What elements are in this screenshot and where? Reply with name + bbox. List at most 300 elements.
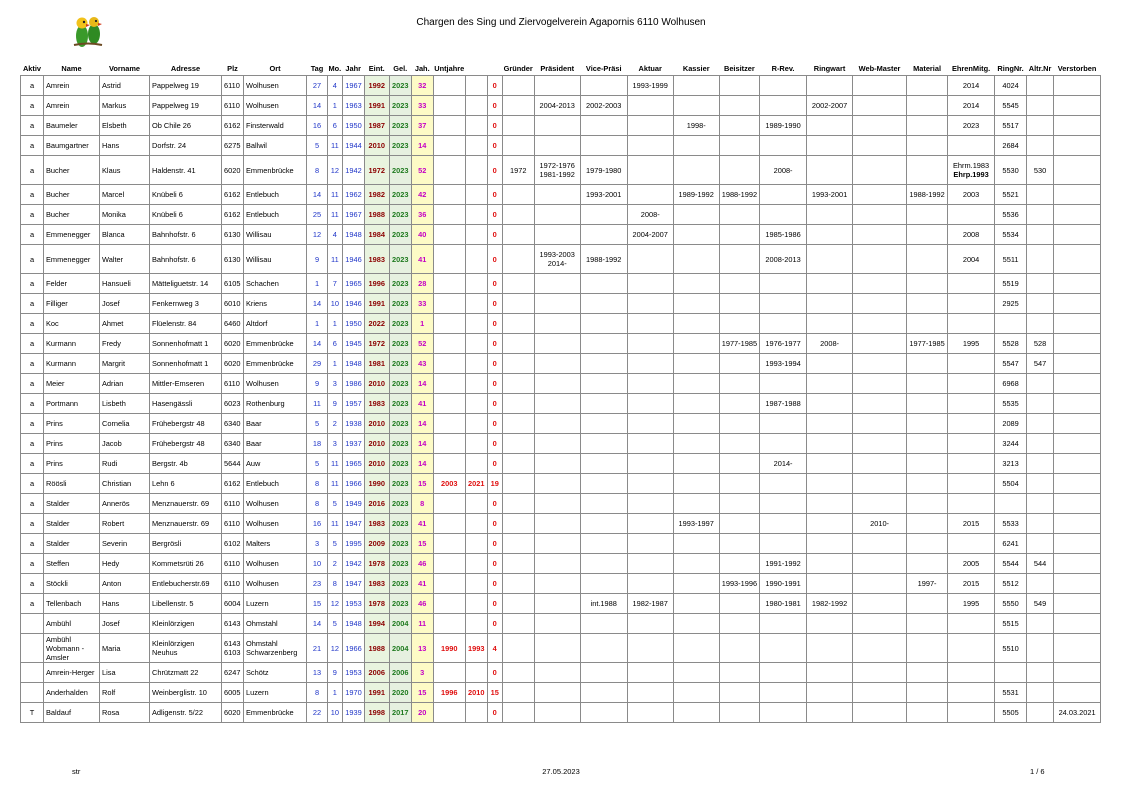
cell-ringwart	[807, 136, 853, 156]
cell-plz: 6023	[222, 394, 244, 414]
cell-eintritt: 1978	[364, 594, 389, 614]
cell-beisitzer	[719, 494, 759, 514]
cell-untjahre-von	[433, 294, 465, 314]
cell-ringnr: 5510	[995, 634, 1027, 663]
footer-author: str	[72, 767, 81, 776]
cell-aktiv: a	[21, 245, 44, 274]
cell-material	[907, 294, 948, 314]
cell-ringnr: 5545	[995, 96, 1027, 116]
cell-vice-praesi	[580, 294, 627, 314]
cell-web-master	[853, 703, 907, 723]
cell-ringnr: 5504	[995, 474, 1027, 494]
cell-jahre: 32	[411, 76, 433, 96]
cell-jahre: 41	[411, 514, 433, 534]
cell-jahr: 1965	[342, 454, 364, 474]
cell-line: 2014-	[547, 259, 567, 268]
table-row	[21, 434, 1101, 454]
cell-r-rev	[760, 96, 807, 116]
cell-kassier	[673, 634, 719, 663]
cell-gruender	[502, 245, 534, 274]
cell-jahre: 14	[411, 136, 433, 156]
cell-ehrenmitg: 2015	[948, 514, 995, 534]
cell-tag: 16	[307, 514, 328, 534]
cell-name: Emmenegger	[44, 245, 100, 274]
cell-jahr: 1948	[342, 614, 364, 634]
cell-monat: 4	[328, 76, 343, 96]
cell-plz: 6110	[222, 554, 244, 574]
cell-ringwart	[807, 434, 853, 454]
cell-adresse: Bahnhofstr. 6	[150, 245, 222, 274]
cell-untjahre-bis	[465, 185, 487, 205]
cell-monat: 12	[328, 156, 343, 185]
cell-ehrenmitg: 2003	[948, 185, 995, 205]
cell-untjahre-von	[433, 663, 465, 683]
cell-r-rev	[760, 205, 807, 225]
cell-praesident	[534, 494, 580, 514]
cell-aktuar	[627, 514, 673, 534]
cell-vice-praesi	[580, 314, 627, 334]
cell-beisitzer	[719, 374, 759, 394]
cell-web-master	[853, 494, 907, 514]
cell-vice-praesi: int.1988	[580, 594, 627, 614]
cell-gruender	[502, 514, 534, 534]
cell-aktiv: a	[21, 334, 44, 354]
cell-eintritt: 1988	[364, 634, 389, 663]
cell-jahre: 41	[411, 394, 433, 414]
cell-aktuar	[627, 474, 673, 494]
cell-plz: 6004	[222, 594, 244, 614]
cell-eintritt: 1983	[364, 394, 389, 414]
cell-eintritt: 1972	[364, 334, 389, 354]
cell-tag: 14	[307, 334, 328, 354]
cell-plz: 6105	[222, 274, 244, 294]
cell-plz: 6275	[222, 136, 244, 156]
cell-vice-praesi	[580, 374, 627, 394]
cell-untjahre-von	[433, 594, 465, 614]
cell-ringwart	[807, 574, 853, 594]
cell-beisitzer	[719, 683, 759, 703]
cell-web-master	[853, 663, 907, 683]
cell-tag: 9	[307, 245, 328, 274]
cell-plz: 6340	[222, 414, 244, 434]
cell-eintritt: 2010	[364, 136, 389, 156]
cell-jahre: 43	[411, 354, 433, 374]
cell-plz: 6162	[222, 474, 244, 494]
cell-ringnr	[995, 663, 1027, 683]
cell-aktuar: 1982-1987	[627, 594, 673, 614]
cell-vorname: Hansueli	[100, 274, 150, 294]
cell-material	[907, 454, 948, 474]
cell-line: Wobmann -	[46, 643, 85, 653]
cell-untjahre-bis	[465, 334, 487, 354]
cell-untjahre-anzahl: 0	[487, 334, 502, 354]
cell-beisitzer	[719, 354, 759, 374]
cell-praesident	[534, 314, 580, 334]
cell-tag: 9	[307, 374, 328, 394]
cell-ehrenmitg	[948, 474, 995, 494]
cell-r-rev	[760, 185, 807, 205]
cell-ringwart: 2002-2007	[807, 96, 853, 116]
cell-ringwart	[807, 76, 853, 96]
cell-r-rev	[760, 434, 807, 454]
cell-material	[907, 136, 948, 156]
cell-monat: 1	[328, 354, 343, 374]
header-untjahre-anzahl	[487, 61, 502, 76]
cell-aktiv	[21, 663, 44, 683]
cell-verstorben	[1054, 394, 1101, 414]
cell-ehrenmitg: 2015	[948, 574, 995, 594]
cell-altrnr	[1027, 245, 1054, 274]
cell-jahr: 1948	[342, 354, 364, 374]
cell-ort: Wolhusen	[244, 374, 307, 394]
cell-untjahre-anzahl: 0	[487, 703, 502, 723]
cell-praesident	[534, 663, 580, 683]
cell-material	[907, 76, 948, 96]
cell-r-rev	[760, 414, 807, 434]
cell-web-master	[853, 374, 907, 394]
table-row	[21, 414, 1101, 434]
cell-monat: 11	[328, 454, 343, 474]
cell-vorname: Rosa	[100, 703, 150, 723]
cell-aktuar: 2004-2007	[627, 225, 673, 245]
cell-eintritt: 1978	[364, 554, 389, 574]
cell-altrnr	[1027, 703, 1054, 723]
cell-altrnr: 544	[1027, 554, 1054, 574]
cell-untjahre-von: 1996	[433, 683, 465, 703]
cell-ringwart: 2008-	[807, 334, 853, 354]
cell-vice-praesi	[580, 474, 627, 494]
header-aktiv: Aktiv	[22, 63, 42, 73]
cell-material	[907, 474, 948, 494]
cell-aktuar	[627, 294, 673, 314]
cell-praesident	[534, 136, 580, 156]
cell-vorname: Walter	[100, 245, 150, 274]
header-jahre: Jah.	[414, 63, 430, 73]
cell-gruender	[502, 334, 534, 354]
cell-untjahre-anzahl: 0	[487, 76, 502, 96]
cell-untjahre-bis	[465, 374, 487, 394]
cell-untjahre-bis	[465, 614, 487, 634]
cell-plz: 6020	[222, 354, 244, 374]
cell-praesident	[534, 76, 580, 96]
cell-gruender	[502, 225, 534, 245]
cell-tag: 14	[307, 185, 328, 205]
cell-line: Amsler	[46, 652, 69, 662]
cell-jahre: 11	[411, 614, 433, 634]
cell-ringnr: 5547	[995, 354, 1027, 374]
cell-untjahre-von	[433, 614, 465, 634]
cell-adresse: Pappelweg 19	[150, 76, 222, 96]
cell-plz	[222, 634, 244, 663]
cell-ehrenmitg	[948, 434, 995, 454]
cell-gel: 2023	[389, 354, 411, 374]
cell-verstorben	[1054, 634, 1101, 663]
cell-r-rev	[760, 634, 807, 663]
cell-jahre: 20	[411, 703, 433, 723]
cell-kassier	[673, 474, 719, 494]
cell-vorname: Astrid	[100, 76, 150, 96]
cell-tag: 27	[307, 76, 328, 96]
cell-name: Bucher	[44, 185, 100, 205]
cell-beisitzer	[719, 594, 759, 614]
cell-r-rev: 2008-2013	[760, 245, 807, 274]
table-row	[21, 663, 1101, 683]
cell-altrnr: 549	[1027, 594, 1054, 614]
cell-aktiv	[21, 634, 44, 663]
cell-adresse: Dorfstr. 24	[150, 136, 222, 156]
table-row	[21, 374, 1101, 394]
cell-plz: 6020	[222, 703, 244, 723]
cell-ehrenmitg	[948, 136, 995, 156]
cell-tag: 25	[307, 205, 328, 225]
cell-adresse: Hasengässli	[150, 394, 222, 414]
cell-gruender	[502, 414, 534, 434]
cell-gel: 2023	[389, 116, 411, 136]
cell-material	[907, 594, 948, 614]
cell-web-master	[853, 434, 907, 454]
cell-name	[44, 634, 100, 663]
cell-monat: 10	[328, 294, 343, 314]
cell-line: Ehrp.1993	[953, 170, 989, 179]
cell-gruender	[502, 185, 534, 205]
cell-jahr: 1946	[342, 294, 364, 314]
cell-aktuar	[627, 354, 673, 374]
cell-eintritt: 1972	[364, 156, 389, 185]
cell-adresse: Libellenstr. 5	[150, 594, 222, 614]
cell-gruender	[502, 96, 534, 116]
cell-vorname: Ahmet	[100, 314, 150, 334]
cell-ort: Luzern	[244, 683, 307, 703]
cell-untjahre-von	[433, 554, 465, 574]
cell-ringwart	[807, 205, 853, 225]
cell-untjahre-anzahl: 0	[487, 245, 502, 274]
cell-tag: 8	[307, 474, 328, 494]
cell-monat: 1	[328, 683, 343, 703]
cell-adresse: Mittler-Emseren	[150, 374, 222, 394]
cell-ringnr: 5519	[995, 274, 1027, 294]
table-row	[21, 614, 1101, 634]
cell-gel: 2023	[389, 394, 411, 414]
header-untjahre-von: Untjahre	[434, 63, 465, 73]
header-material: Material	[913, 63, 942, 73]
header-praesident: Präsident	[540, 63, 575, 73]
table-row	[21, 205, 1101, 225]
cell-beisitzer	[719, 434, 759, 454]
cell-ringnr	[995, 314, 1027, 334]
cell-r-rev: 1985-1986	[760, 225, 807, 245]
cell-gel: 2004	[389, 634, 411, 663]
cell-web-master	[853, 225, 907, 245]
cell-untjahre-anzahl: 0	[487, 96, 502, 116]
cell-material	[907, 205, 948, 225]
cell-ringnr: 3244	[995, 434, 1027, 454]
cell-ort: Schachen	[244, 274, 307, 294]
cell-untjahre-anzahl: 0	[487, 574, 502, 594]
header-ringwart: Ringwart	[813, 63, 846, 73]
cell-ehrenmitg	[948, 494, 995, 514]
cell-r-rev	[760, 514, 807, 534]
cell-ringnr: 5544	[995, 554, 1027, 574]
cell-gel: 2023	[389, 314, 411, 334]
cell-untjahre-von	[433, 434, 465, 454]
cell-kassier	[673, 554, 719, 574]
cell-adresse: Lehn 6	[150, 474, 222, 494]
cell-plz: 6010	[222, 294, 244, 314]
cell-r-rev	[760, 136, 807, 156]
cell-monat: 12	[328, 634, 343, 663]
cell-gel: 2023	[389, 554, 411, 574]
cell-aktuar	[627, 374, 673, 394]
cell-untjahre-von	[433, 274, 465, 294]
cell-beisitzer	[719, 205, 759, 225]
cell-ringnr: 5550	[995, 594, 1027, 614]
cell-praesident	[534, 334, 580, 354]
cell-untjahre-von	[433, 205, 465, 225]
cell-ringnr: 5530	[995, 156, 1027, 185]
cell-ringwart	[807, 663, 853, 683]
cell-beisitzer	[719, 454, 759, 474]
cell-praesident	[534, 574, 580, 594]
cell-ringnr: 2925	[995, 294, 1027, 314]
cell-web-master	[853, 334, 907, 354]
cell-vice-praesi	[580, 434, 627, 454]
cell-gel: 2023	[389, 225, 411, 245]
table-row	[21, 594, 1101, 614]
cell-verstorben	[1054, 683, 1101, 703]
cell-plz: 6110	[222, 76, 244, 96]
cell-gruender	[502, 394, 534, 414]
cell-gel: 2023	[389, 294, 411, 314]
cell-ringnr: 6241	[995, 534, 1027, 554]
cell-altrnr	[1027, 663, 1054, 683]
cell-ehrenmitg: 2008	[948, 225, 995, 245]
header-web-master: Web-Master	[858, 63, 901, 73]
cell-jahre: 14	[411, 434, 433, 454]
cell-verstorben	[1054, 454, 1101, 474]
cell-kassier	[673, 294, 719, 314]
cell-adresse: Fenkernweg 3	[150, 294, 222, 314]
cell-vorname: Blanca	[100, 225, 150, 245]
cell-jahr: 1970	[342, 683, 364, 703]
cell-name: Röösli	[44, 474, 100, 494]
cell-altrnr	[1027, 225, 1054, 245]
cell-praesident	[534, 414, 580, 434]
cell-ringnr: 5535	[995, 394, 1027, 414]
cell-adresse: Frühebergstr 48	[150, 434, 222, 454]
cell-kassier	[673, 96, 719, 116]
cell-vorname: Margrit	[100, 354, 150, 374]
cell-altrnr	[1027, 574, 1054, 594]
header-monat: Mo.	[328, 63, 342, 73]
cell-ringwart	[807, 156, 853, 185]
header-gruender: Gründer	[503, 63, 533, 73]
cell-jahr: 1938	[342, 414, 364, 434]
cell-aktiv: a	[21, 294, 44, 314]
cell-eintritt: 1983	[364, 245, 389, 274]
cell-vice-praesi	[580, 703, 627, 723]
cell-eintritt: 2016	[364, 494, 389, 514]
cell-aktuar	[627, 703, 673, 723]
cell-monat: 11	[328, 245, 343, 274]
cell-gel: 2017	[389, 703, 411, 723]
cell-monat: 5	[328, 494, 343, 514]
cell-gruender	[502, 205, 534, 225]
cell-jahre: 3	[411, 663, 433, 683]
cell-untjahre-von	[433, 574, 465, 594]
cell-vice-praesi	[580, 334, 627, 354]
cell-jahr: 1986	[342, 374, 364, 394]
cell-jahr: 1967	[342, 205, 364, 225]
cell-beisitzer	[719, 274, 759, 294]
cell-vice-praesi	[580, 354, 627, 374]
cell-kassier	[673, 394, 719, 414]
cell-tag: 14	[307, 96, 328, 116]
cell-name: Meier	[44, 374, 100, 394]
cell-untjahre-anzahl: 0	[487, 454, 502, 474]
cell-ringwart: 1993-2001	[807, 185, 853, 205]
cell-ort: Emmenbrücke	[244, 354, 307, 374]
cell-kassier	[673, 334, 719, 354]
cell-gruender	[502, 574, 534, 594]
cell-tag: 14	[307, 614, 328, 634]
cell-untjahre-bis	[465, 136, 487, 156]
cell-kassier	[673, 136, 719, 156]
cell-jahr: 1949	[342, 494, 364, 514]
cell-vorname: Annerös	[100, 494, 150, 514]
cell-ehrenmitg	[948, 294, 995, 314]
cell-verstorben	[1054, 474, 1101, 494]
cell-untjahre-anzahl: 15	[487, 683, 502, 703]
cell-tag: 12	[307, 225, 328, 245]
cell-gel: 2023	[389, 76, 411, 96]
cell-altrnr: 547	[1027, 354, 1054, 374]
cell-name: Felder	[44, 274, 100, 294]
cell-web-master	[853, 156, 907, 185]
cell-jahr: 1953	[342, 663, 364, 683]
cell-untjahre-anzahl: 0	[487, 663, 502, 683]
cell-tag: 5	[307, 454, 328, 474]
cell-untjahre-von	[433, 494, 465, 514]
cell-ehrenmitg	[948, 156, 995, 185]
cell-ringnr: 5515	[995, 614, 1027, 634]
cell-ort: Ohmstahl	[244, 614, 307, 634]
cell-aktiv: a	[21, 474, 44, 494]
cell-ort: Willisau	[244, 245, 307, 274]
cell-untjahre-bis	[465, 294, 487, 314]
cell-altrnr	[1027, 314, 1054, 334]
cell-jahre: 14	[411, 414, 433, 434]
cell-vice-praesi	[580, 683, 627, 703]
cell-gruender	[502, 294, 534, 314]
cell-vorname: Hedy	[100, 554, 150, 574]
cell-web-master	[853, 454, 907, 474]
cell-aktiv: a	[21, 594, 44, 614]
cell-kassier	[673, 703, 719, 723]
cell-name: Bucher	[44, 205, 100, 225]
cell-eintritt: 1981	[364, 354, 389, 374]
cell-tag: 18	[307, 434, 328, 454]
cell-eintritt: 1994	[364, 614, 389, 634]
cell-adresse: Pappelweg 19	[150, 96, 222, 116]
cell-beisitzer	[719, 474, 759, 494]
cell-ort: Emmenbrücke	[244, 156, 307, 185]
cell-monat: 11	[328, 205, 343, 225]
cell-untjahre-von	[433, 185, 465, 205]
cell-ehrenmitg: 2023	[948, 116, 995, 136]
cell-name: Filliger	[44, 294, 100, 314]
cell-eintritt: 2010	[364, 434, 389, 454]
cell-ehrenmitg	[948, 394, 995, 414]
